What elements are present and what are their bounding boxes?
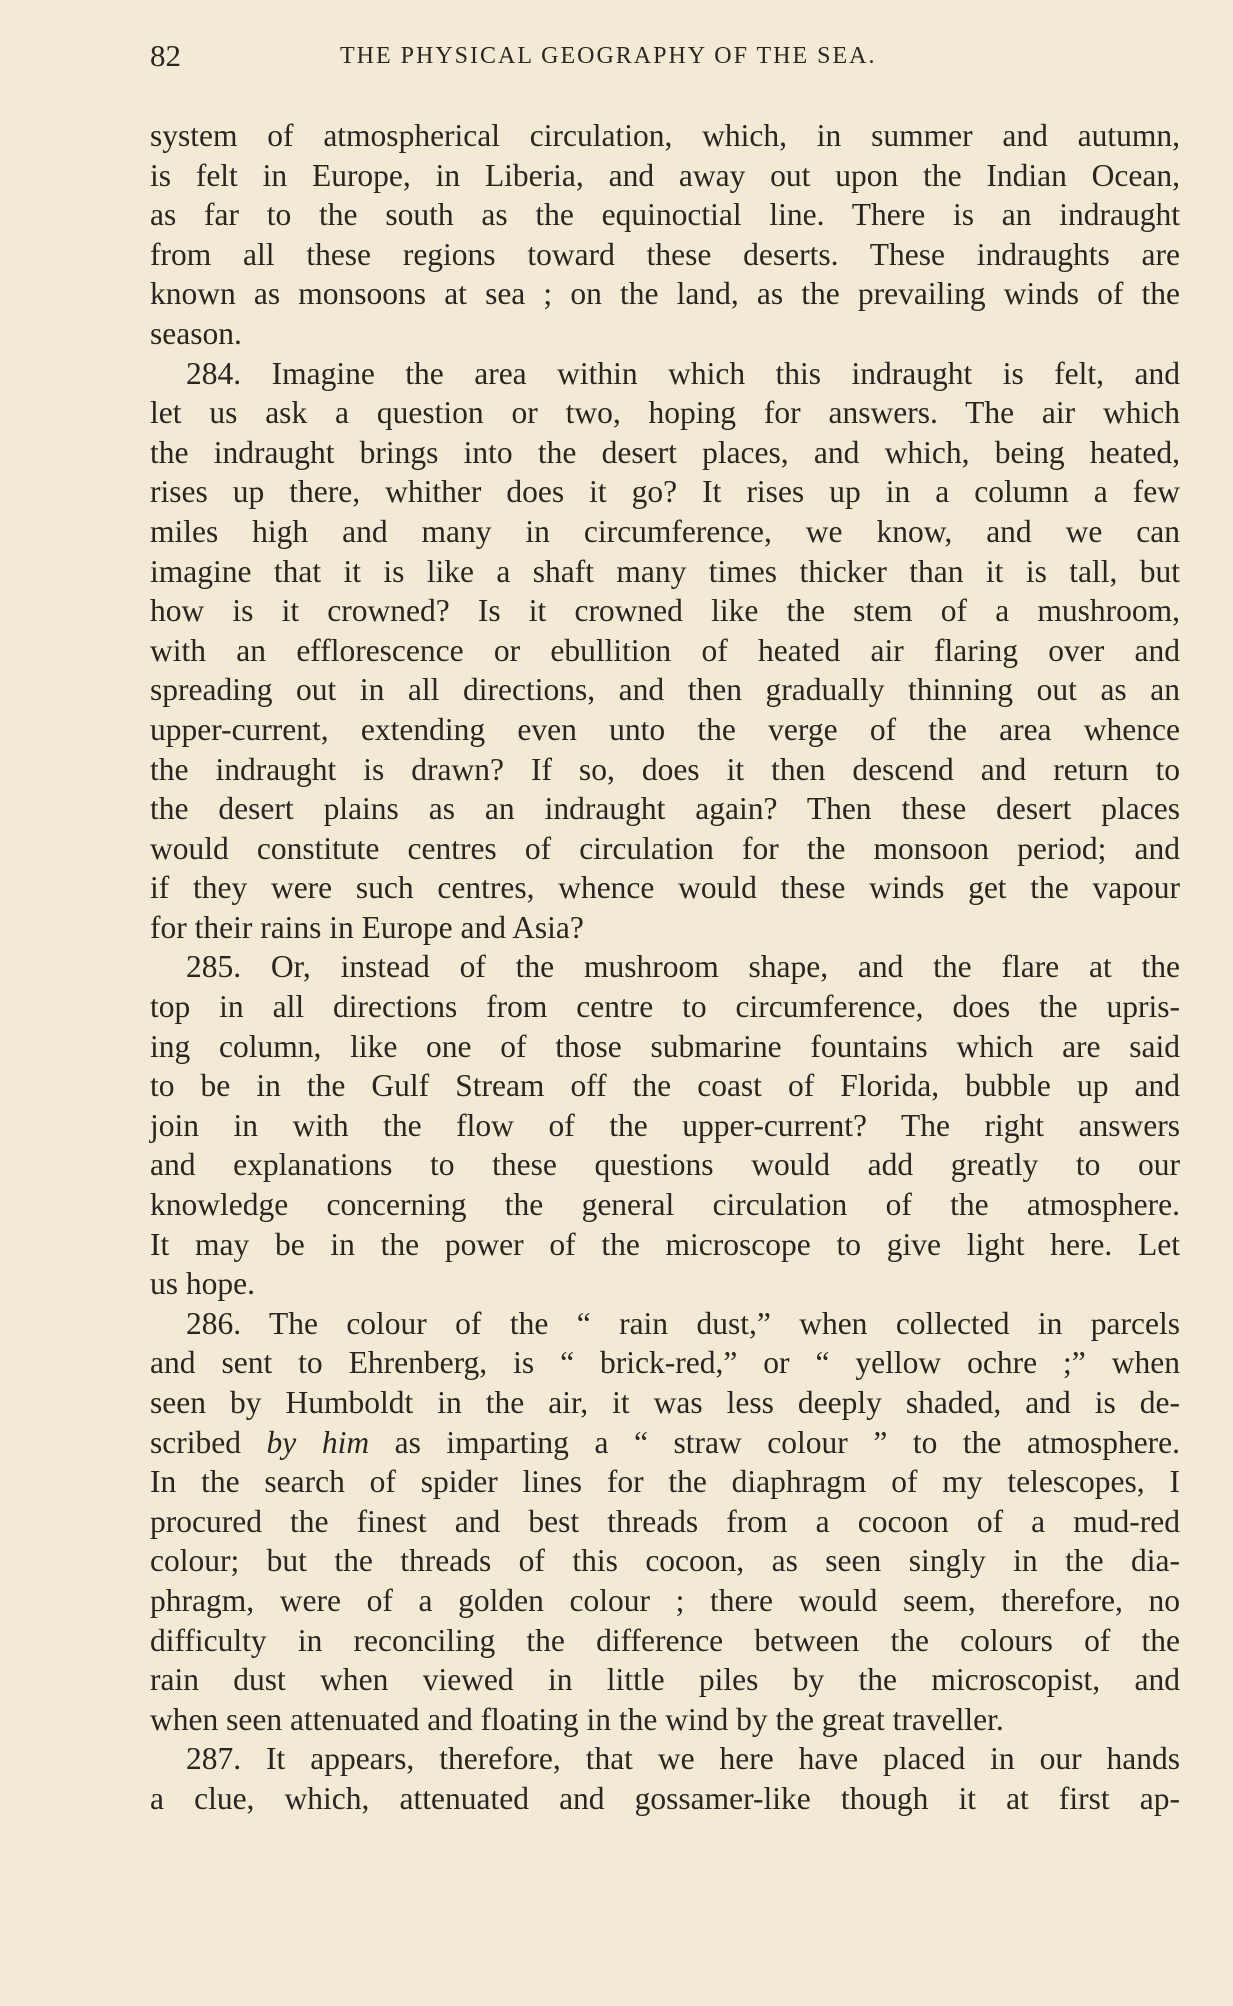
text-line: a clue, which, attenuated and gossamer-like though it at first ap- <box>150 1780 1180 1816</box>
text-line: is felt in Europe, in Liberia, and away out upon the Indian Ocean, <box>150 157 1180 193</box>
text-line: difficulty in reconciling the difference between the colours of the <box>150 1622 1180 1658</box>
paragraph-286 <box>150 1304 1180 1740</box>
text-line: top in all directions from centre to circumference, does the upris- <box>150 989 1180 1025</box>
text-line: the desert plains as an indraught again? Then these desert places <box>150 791 1180 827</box>
text-line: the indraught brings into the desert places, and which, being heated, <box>150 434 1180 470</box>
text-line: imagine that it is like a shaft many times thicker than it is tall, but <box>150 553 1180 589</box>
page-number: 82 <box>150 38 181 73</box>
text-line: for their rains in Europe and Asia? <box>150 909 584 945</box>
text-line: how is it crowned? Is it crowned like the stem of a mushroom, <box>150 593 1180 629</box>
text-line: It may be in the power of the microscope to give light here. Let <box>150 1226 1180 1262</box>
text-line: seen by Humboldt in the air, it was less deeply shaded, and is de- <box>150 1385 1180 1420</box>
text-line: and sent to Ehrenberg, is “ brick-red,” or “ yellow ochre ;” when <box>150 1345 1180 1381</box>
paragraph-284 <box>150 354 1180 948</box>
text-line: would constitute centres of circulation for the monsoon period; and <box>150 830 1180 866</box>
running-title: THE PHYSICAL GEOGRAPHY OF THE SEA. <box>340 43 877 69</box>
text-line: season. <box>150 315 242 351</box>
text-line: 284. Imagine the area within which this indraught is felt, and <box>186 355 1180 391</box>
text-line: rain dust when viewed in little piles by the microscopist, and <box>150 1662 1180 1698</box>
text-line: system of atmospherical circulation, which, in summer and autumn, <box>150 118 1180 153</box>
text-line: if they were such centres, whence would these winds get the vapour <box>150 870 1180 906</box>
paragraph-285 <box>150 947 1180 1303</box>
text-line: miles high and many in circumference, we know, and we can <box>150 513 1180 549</box>
text-line: to be in the Gulf Stream off the coast of Florida, bubble up and <box>150 1068 1180 1104</box>
text-line: known as monsoons at sea ; on the land, as the prevailing winds of the <box>150 276 1180 312</box>
text-line: 286. The colour of the “ rain dust,” when collected in parcels <box>186 1305 1180 1341</box>
text-fragment: scribed <box>150 1424 241 1460</box>
text-line: from all these regions toward these deserts. These indraughts are <box>150 236 1180 272</box>
text-line: colour; but the threads of this cocoon, as seen singly in the dia- <box>150 1543 1180 1579</box>
text-line: with an efflorescence or ebullition of heated air flaring over and <box>150 632 1180 668</box>
text-line: upper-current, extending even unto the verge of the area whence <box>150 711 1180 747</box>
text-line: the indraught is drawn? If so, does it then descend and return to <box>150 751 1180 787</box>
text-line: and explanations to these questions would add greatly to our <box>150 1147 1180 1183</box>
text-line: rises up there, whither does it go? It rises up in a column a few <box>150 474 1180 510</box>
text-line: us hope. <box>150 1266 255 1302</box>
text-line: 287. It appears, therefore, that we here have placed in our hands <box>186 1741 1180 1777</box>
page-header <box>150 38 1180 82</box>
italic-phrase: by him <box>266 1424 370 1460</box>
text-fragment: as imparting a “ straw colour ” to the atmosphere. <box>394 1424 1181 1460</box>
text-line: ing column, like one of those submarine fountains which are said <box>150 1028 1180 1064</box>
text-line: procured the finest and best threads from a cocoon of a mud-red <box>150 1503 1180 1539</box>
text-line: spreading out in all directions, and then gradually thinning out as an <box>150 672 1180 708</box>
text-line: phragm, were of a golden colour ; there would seem, therefore, no <box>150 1582 1180 1618</box>
paragraph <box>150 116 1180 354</box>
body-text <box>150 116 1180 1819</box>
text-line: join in with the flow of the upper-current? The right answers <box>150 1107 1180 1143</box>
text-line: as far to the south as the equinoctial line. There is an indraught <box>150 197 1180 233</box>
text-line: knowledge concerning the general circulation of the atmosphere. <box>150 1187 1180 1223</box>
text-line: In the search of spider lines for the diaphragm of my telescopes, I <box>150 1464 1180 1500</box>
paragraph-287 <box>150 1739 1180 1818</box>
text-line-with-italic <box>150 1423 1180 1463</box>
text-line: when seen attenuated and floating in the wind by the great traveller. <box>150 1701 1004 1737</box>
text-line: let us ask a question or two, hoping for answers. The air which <box>150 395 1180 431</box>
text-line: 285. Or, instead of the mushroom shape, and the flare at the <box>186 949 1180 985</box>
